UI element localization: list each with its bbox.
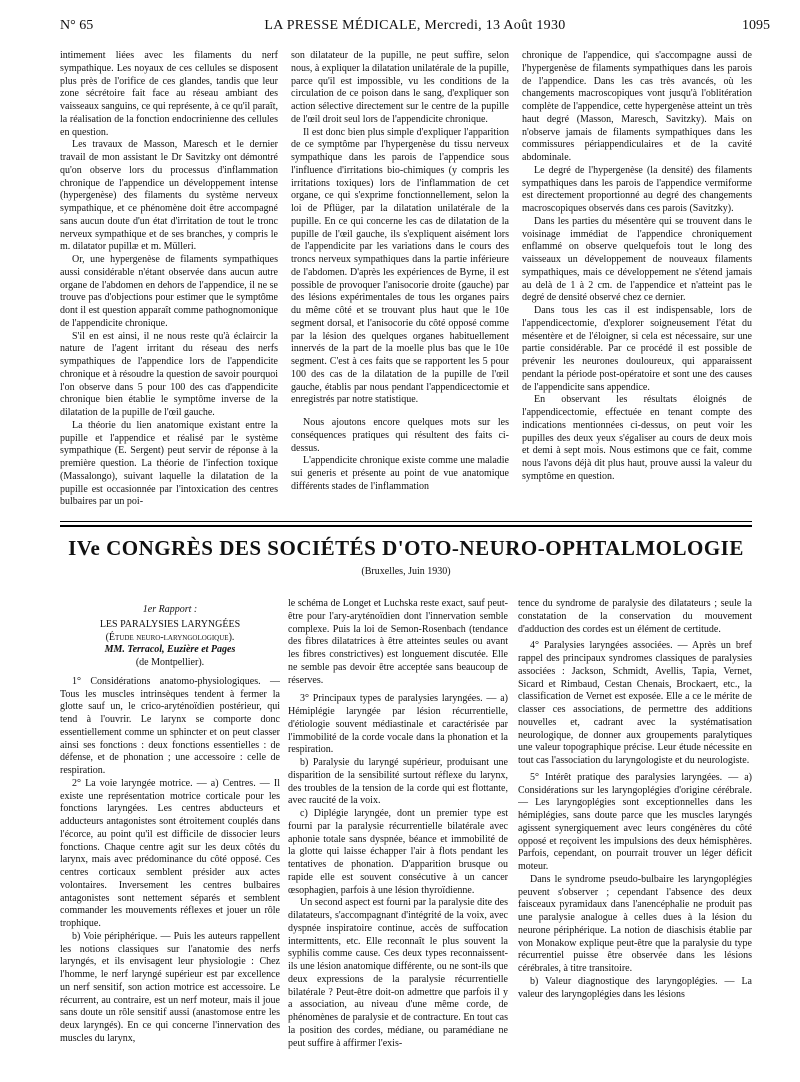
paragraph: Dans les parties du mésentère qui se trouvent dans le voisinage immédiat de l'appendice chroniquement enflammé on observe quelquefois tout le long des vaisseaux un développement de nouveaux filaments sympathiques, mais ce développement ne s'étend jamais au delà de 1 à 2 cm. de l'appendice et n'atteint pas le degré de densité observé chez ce dernier. xyxy=(522,215,752,304)
paragraph: Un second aspect est fourni par la paralysie dite des dilatateurs, s'accompagnant d'intégrité de la voix, avec dyspnée inspiratoire continue, accès de suffocation intermittents, etc. Elle reconnaît le plus souvent la syphilis comme cause. Ces deux types reconnaissent-ils une lésion anatomique différente, ou ne sont-ils que deux expressions de la paralysie récurrentielle bilatérale ? Peut-être doit-on admettre que parfois il y a association, au niveau d'une même corde, de phénomènes de paralysie et de contracture. En tout cas la position des cordes, médiane, ou paramédiane ne peut suffire à affirmer l'exis- xyxy=(288,897,508,1049)
paragraph: Or, une hypergenèse de filaments sympathiques aussi considérable n'étant observée dans aucun autre organe de l'abdomen en dehors de l'appendice, il ne se trouve pas d'objections pour estimer que le symptôme dont il est question apparaît comme pathognomonique de l'appendicite chronique. xyxy=(60,254,278,329)
paragraph: Nous ajoutons encore quelques mots sur les conséquences pratiques qui résultent des faits ci-dessus. xyxy=(291,417,509,454)
paragraph: 3° Principaux types de paralysies laryngées. — a) Hémiplégie laryngée par lésion récurrentielle, d'étiologie souvent médiastinale et caractérisée par l'immobilité de la corde vocale dans la phonation et la respiration. xyxy=(288,693,508,756)
paragraph: 1° Considérations anatomo-physiologiques. — Tous les muscles intrinsèques tendent à fermer la glotte sauf un, le crico-aryténoïdien postérieur, qui tend à l'ouvrir. Le larynx se comporte donc essentiellement comme un sphincter et on peut classer ainsi ses fonctions : deux fonctions essentielles : de défense, et de phonation ; une accessoire : celle de respiration. xyxy=(60,675,280,776)
report-title: LES PARALYSIES LARYNGÉES xyxy=(99,618,241,630)
article-column-2 xyxy=(291,50,509,512)
paragraph: intimement liées avec les filaments du nerf sympathique. Les noyaux de ces cellules se disposent plus près de l'orifice de ces glandes, tandis que leur zone sécrétoire fait face au réseau ambiant des vaisseaux sanguins, ce qui représente, à ce qu'il paraît, la réalisation de la fonction endocrinienne des cellules en question. xyxy=(60,50,278,138)
report-authors-city: (de Montpellier). xyxy=(135,657,205,668)
congress-subheading: (Bruxelles, Juin 1930) xyxy=(361,566,451,577)
report-subtitle: (Étude neuro-laryngologique). xyxy=(105,631,235,643)
paragraph: En observant les résultats éloignés de l'appendicectomie, effectuée en tenant compte des indications mentionnées ci-dessus, on peut voir les pupilles des deux yeux s'égaliser au cours de deux mois et demi à sept mois. Nous estimons que ce fait, comme nous l'avons déjà dit plus haut, prouve aussi la valeur du symptôme en question. xyxy=(522,394,752,482)
paragraph: L'appendicite chronique existe comme une maladie sui generis et présente au point de vue anatomique différents stades de l'inflammation xyxy=(291,455,509,492)
paragraph: Dans le syndrome pseudo-bulbaire les laryngoplégies peuvent s'observer ; cependant l'absence des deux faisceaux pyramidaux dans l'anencéphalie ne produit pas une paralysie analogue à celles dues à la lésion du neurone périphérique. La notion de diaschisis établie par von Monakow explique peut-être que la paralysie du type récurrentiel puisse être observée dans les lésions cérébrales, à titre transitoire. xyxy=(518,873,752,974)
report-authors: MM. Terracol, Euzière et Pages xyxy=(104,644,236,656)
paragraph: Le degré de l'hypergenèse (la densité) des filaments sympathiques dans les parois de l'appendice vermiforme est directement proportionné au degré des changements macroscopiques observés dans ces parois (Savitzky). xyxy=(522,164,752,214)
page-header xyxy=(60,18,770,38)
report-column-1 xyxy=(60,598,280,1068)
article-column-1 xyxy=(60,50,278,512)
paragraph: b) Voie périphérique. — Puis les auteurs rappellent les notions classiques sur l'anatomie des nerfs laryngés, et ils envisagent leur physiologie : Chez l'homme, le nerf laryngé supérieur est par excellence un nerf sensitif, son action motrice est accessoire. Le récurrent, au contraire, est un nerf moteur, mais il joue sans doute un rôle sensitif aussi (anastomose entre les deux laryngés). En ce qui concerne l'innervation des muscles du larynx, xyxy=(60,930,280,1044)
paragraph: 5° Intérêt pratique des paralysies laryngées. — a) Considérations sur les laryngoplégies d'origine cérébrale. — Les laryngoplégies sont exceptionnelles dans les hémiplégies, sans doute parce que les muscles laryngés agissent synergiquement avec leurs congénères du côté opposé et reçoivent les impulsions des deux hémisphères. Parfois, cependant, on pourrait trouver un léger déficit moteur. xyxy=(518,771,752,872)
report-label: 1er Rapport : xyxy=(142,604,198,615)
paragraph: 2° La voie laryngée motrice. — a) Centres. — Il existe une représentation motrice corticale pour les fonctions laryngées. Les centres abducteurs et adducteurs antagonistes sont étroitement couplés dans l'écorce, au point qu'il est difficile de dissocier leurs fonctions. Chaque centre agit sur les deux côtés du larynx, mais avec prédominance du côté opposé. Ces centres corticaux semblent présider aux actes volontaires. Inversement les centres bulbaires antagonistes sont nettement séparés et semblent commander les mouvements réflexes et jouer un rôle trophique. xyxy=(60,777,280,929)
paragraph: Dans tous les cas il est indispensable, lors de l'appendicectomie, d'explorer soigneusement l'état du mésentère et de l'éloigner, si cela est nécessaire, sur une partie considérable. Par ce procédé il est possible de prévenir les neurones douloureux, qui apparaissent pendant la période post-opératoire et sont une des causes de l'appendicite sans appendice. xyxy=(522,305,752,393)
paragraph: c) Diplégie laryngée, dont un premier type est fourni par la paralysie récurrentielle bilatérale avec aphonie totale sans dyspnée, béance et immobilité de la glotte qui laisse échapper l'air à flots pendant les tentatives de phonation. D'apparition brusque ou rapide elle est souvent consécutive à un cancer œsophagien, parfois à une lésion thyroïdienne. xyxy=(288,808,508,896)
paragraph: le schéma de Longet et Luchska reste exact, sauf peut-être pour l'ary-aryténoïdien dont l'innervation semble complexe. Puis la loi de Semon-Rosenbach (tendance des fibres dilatatrices à être atteintes seules ou avant les fibres constrictives) est longuement discutée. Elle ne semble pas devoir être acceptée sans beaucoup de réserves. xyxy=(288,598,508,686)
article-column-3 xyxy=(522,50,752,512)
issue-number: N° 65 xyxy=(60,18,94,33)
paragraph: b) Valeur diagnostique des laryngoplégies. — La valeur des laryngoplégies dans les lésions xyxy=(518,975,752,1000)
page-number: 1095 xyxy=(742,18,770,33)
paragraph: La théorie du lien anatomique existant entre la pupille et l'appendice et réalisé par le système sympathique (E. Sergent) peut servir de réponse à la première question. La théorie de l'infection toxique (Massalongo), suivant laquelle la dilatation de la pupille est occasionnée par l'intoxication des centres bulbaires par un poi- xyxy=(60,419,278,508)
paragraph: b) Paralysie du laryngé supérieur, produisant une disparition de la sensibilité surtout réflexe du larynx, des troubles de la tension de la corde qui est flottante, avec raucité de la voix. xyxy=(288,757,508,807)
paragraph: Les travaux de Masson, Maresch et le dernier travail de mon assistant le Dr Savitzky ont démontré qu'on observe lors du processus d'inflammation chronique de l'appendice un développement intense (hypergenèse) des filaments du système nerveux sympathique, et ce phénomène doit être accompagné sans aucun doute d'un état d'irritation de tout le tronc nerveux sympathique et de ses branches, y compris le m. dilatator pupillæ et m. Mülleri. xyxy=(60,139,278,253)
report-column-3 xyxy=(518,598,752,1068)
congress-heading: IVe CONGRÈS DES SOCIÉTÉS D'OTO-NEURO-OPHTALMOLOGIE xyxy=(68,536,744,560)
paragraph: S'il en est ainsi, il ne nous reste qu'à éclaircir la nature de l'agent irritant du réseau des nerfs sympathiques de l'appendice lors de l'appendicite chronique et à résoudre la question de savoir pourquoi l'on observe dans 5 pour 100 des cas d'appendicite chronique bien établie le symptôme inverse de la dilatation de la pupille de l'œil gauche. xyxy=(60,330,278,418)
paragraph: Il est donc bien plus simple d'expliquer l'apparition de ce symptôme par l'hypergenèse du tissu nerveux sympathique dans les parois de l'appendice sous l'influence d'irritations bio-chimiques (y compris les irritations toxiques) lors de l'inflammation de cet organe, ce qui s'exprime fonctionnellement, selon la loi de Pflüger, par la dilatation unilatérale de la pupille. En ce qui concerne les cas de dilatation de la pupille de l'œil gauche, ils s'expliquent aisément lors de l'appendicite par les variations dans le cours des troncs nerveux sympathiques dans la partie inférieure de l'abdomen. D'après les expériences de Byrne, il est possible de provoquer l'anisocorie droite (gauche) par des lésions expérimentales de tous les organes pairs du même côté et se trouvant plus haut que le 10e segment dorsal, et l'anisocorie du côté opposé comme par la lésion des quelques organes habituellement innervés de la part de la moelle plus bas que le 10e segment. C'est à ces faits que se rapportent les 5 pour 100 des cas de la dilatation de la pupille de l'œil gauche, établis par nous pendant l'appendicectomie et enregistrés par notre statistique. xyxy=(291,126,509,406)
section-divider-thick xyxy=(60,525,752,527)
journal-title: LA PRESSE MÉDICALE, Mercredi, 13 Août 1930 xyxy=(264,18,566,33)
section-divider xyxy=(60,521,752,522)
paragraph: tence du syndrome de paralysie des dilatateurs ; seule la constatation de la conservation du mouvement d'adduction des cordes est un élément de certitude. xyxy=(518,598,752,635)
report-column-2 xyxy=(288,598,508,1068)
paragraph: chronique de l'appendice, qui s'accompagne aussi de l'hypergenèse de filaments sympathiques dans les parois de l'appendice. Dans les cas très avancés, où les changements macroscopiques vont jusqu'à l'oblitération complète de l'appendice, cette hypergenèse atteint un très haut degré (Masson, Maresch, Savitzky). Mais on n'observe jamais de filaments sympathiques dans les commissures périappendiculaires et de la cavité abdominale. xyxy=(522,50,752,163)
paragraph: 4° Paralysies laryngées associées. — Après un bref rappel des principaux syndromes classiques de paralysies associées : Jackson, Schmidt, Avellis, Tapia, Vernet, Sicard et Rimbaud, Cestan Chenais, Brockaert, etc., la classification de Vernet est exposée. Elle a ce le mérite de classer ces associations, de permettre des additions nouvelles et, cadrant avec la systématisation neurologique, de donner aux groupements paralytiques une valeur topographique précise. Leur étude nécessite en tout cas l'association du laryngologiste et du neurologiste. xyxy=(518,640,752,766)
paragraph: son dilatateur de la pupille, ne peut suffire, selon nous, à expliquer la dilatation unilatérale de la pupille, parce qu'il est impossible, vu les conditions de la circulation de ce poison dans le sang, d'expliquer son action sélective directement sur le centre de la pupille de l'œil droit seul lors de l'appendicite chronique. xyxy=(291,50,509,125)
